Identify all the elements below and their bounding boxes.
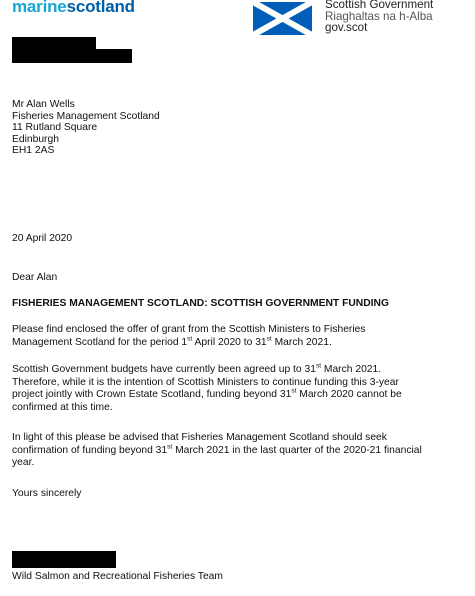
- closing: Yours sincerely: [12, 488, 82, 499]
- gov-line-english: Scottish Government: [325, 0, 434, 11]
- letter-date: 20 April 2020: [12, 233, 73, 244]
- ordinal-suffix: st: [187, 335, 193, 343]
- paragraph-line: [12, 364, 402, 377]
- gov-line-url: gov.scot: [325, 21, 368, 34]
- paragraph-line: confirmed at this time.: [12, 401, 113, 413]
- paragraph-line: Therefore, while it is the intention of Scottish Ministers to continue funding this 3-year: [12, 376, 399, 388]
- recipient-street: 11 Rutland Square: [12, 122, 98, 133]
- ordinal-suffix: st: [167, 443, 173, 451]
- paragraph-line: year.: [12, 457, 35, 468]
- text-run: Scottish Government budgets have currently been agreed up to 31: [12, 364, 316, 375]
- recipient-organisation: Fisheries Management Scotland: [12, 110, 160, 122]
- recipient-postcode: EH1 2AS: [12, 145, 55, 156]
- logo-scotland-text: scotland: [66, 0, 135, 16]
- text-run: project jointly with Crown Estate Scotland, funding beyond 31: [12, 389, 292, 400]
- paragraph-line: [12, 337, 366, 350]
- text-run: March 2021.: [321, 364, 382, 375]
- redaction-bar: [12, 37, 96, 49]
- scottish-government-wordmark: [325, 0, 433, 34]
- text-run: March 2021.: [271, 336, 332, 348]
- paragraph-line: In light of this please be advised that Fisheries Management Scotland should seek: [12, 432, 387, 443]
- recipient-name: Mr Alan Wells: [12, 99, 75, 110]
- ordinal-suffix: st: [266, 335, 272, 343]
- redaction-bar: [12, 49, 132, 63]
- text-run: March 2020 cannot be: [296, 389, 402, 400]
- ordinal-suffix: st: [315, 362, 322, 370]
- text-run: March 2021 in the last quarter of the 2020-21 financial: [172, 444, 422, 456]
- recipient-address: [12, 99, 160, 157]
- paragraph-line: [12, 445, 422, 458]
- paragraph-budgets: [12, 364, 402, 414]
- paragraph-line: Please find enclosed the offer of grant from the Scottish Ministers to Fisheries: [12, 324, 366, 335]
- text-run: confirmation of funding beyond 31: [12, 444, 168, 456]
- logo-marine-text: marine: [12, 0, 67, 16]
- ordinal-suffix: st: [291, 387, 297, 395]
- salutation: Dear Alan: [12, 272, 58, 283]
- gov-line-gaelic: Riaghaltas na h-Alba: [325, 9, 433, 23]
- saltire-flag-icon: [253, 2, 312, 35]
- paragraph-advice: [12, 432, 422, 470]
- redaction-bar: [12, 551, 116, 568]
- text-run: April 2020 to 31: [192, 336, 267, 348]
- subject-line: FISHERIES MANAGEMENT SCOTLAND: SCOTTISH GOVERNMENT FUNDING: [12, 298, 389, 309]
- text-run: Management Scotland for the period 1: [12, 336, 188, 348]
- paragraph-offer: [12, 324, 366, 349]
- paragraph-line: [12, 389, 402, 402]
- marine-scotland-logo: [12, 0, 135, 17]
- signature-team: Wild Salmon and Recreational Fisheries Team: [12, 571, 223, 582]
- recipient-city: Edinburgh: [12, 133, 59, 145]
